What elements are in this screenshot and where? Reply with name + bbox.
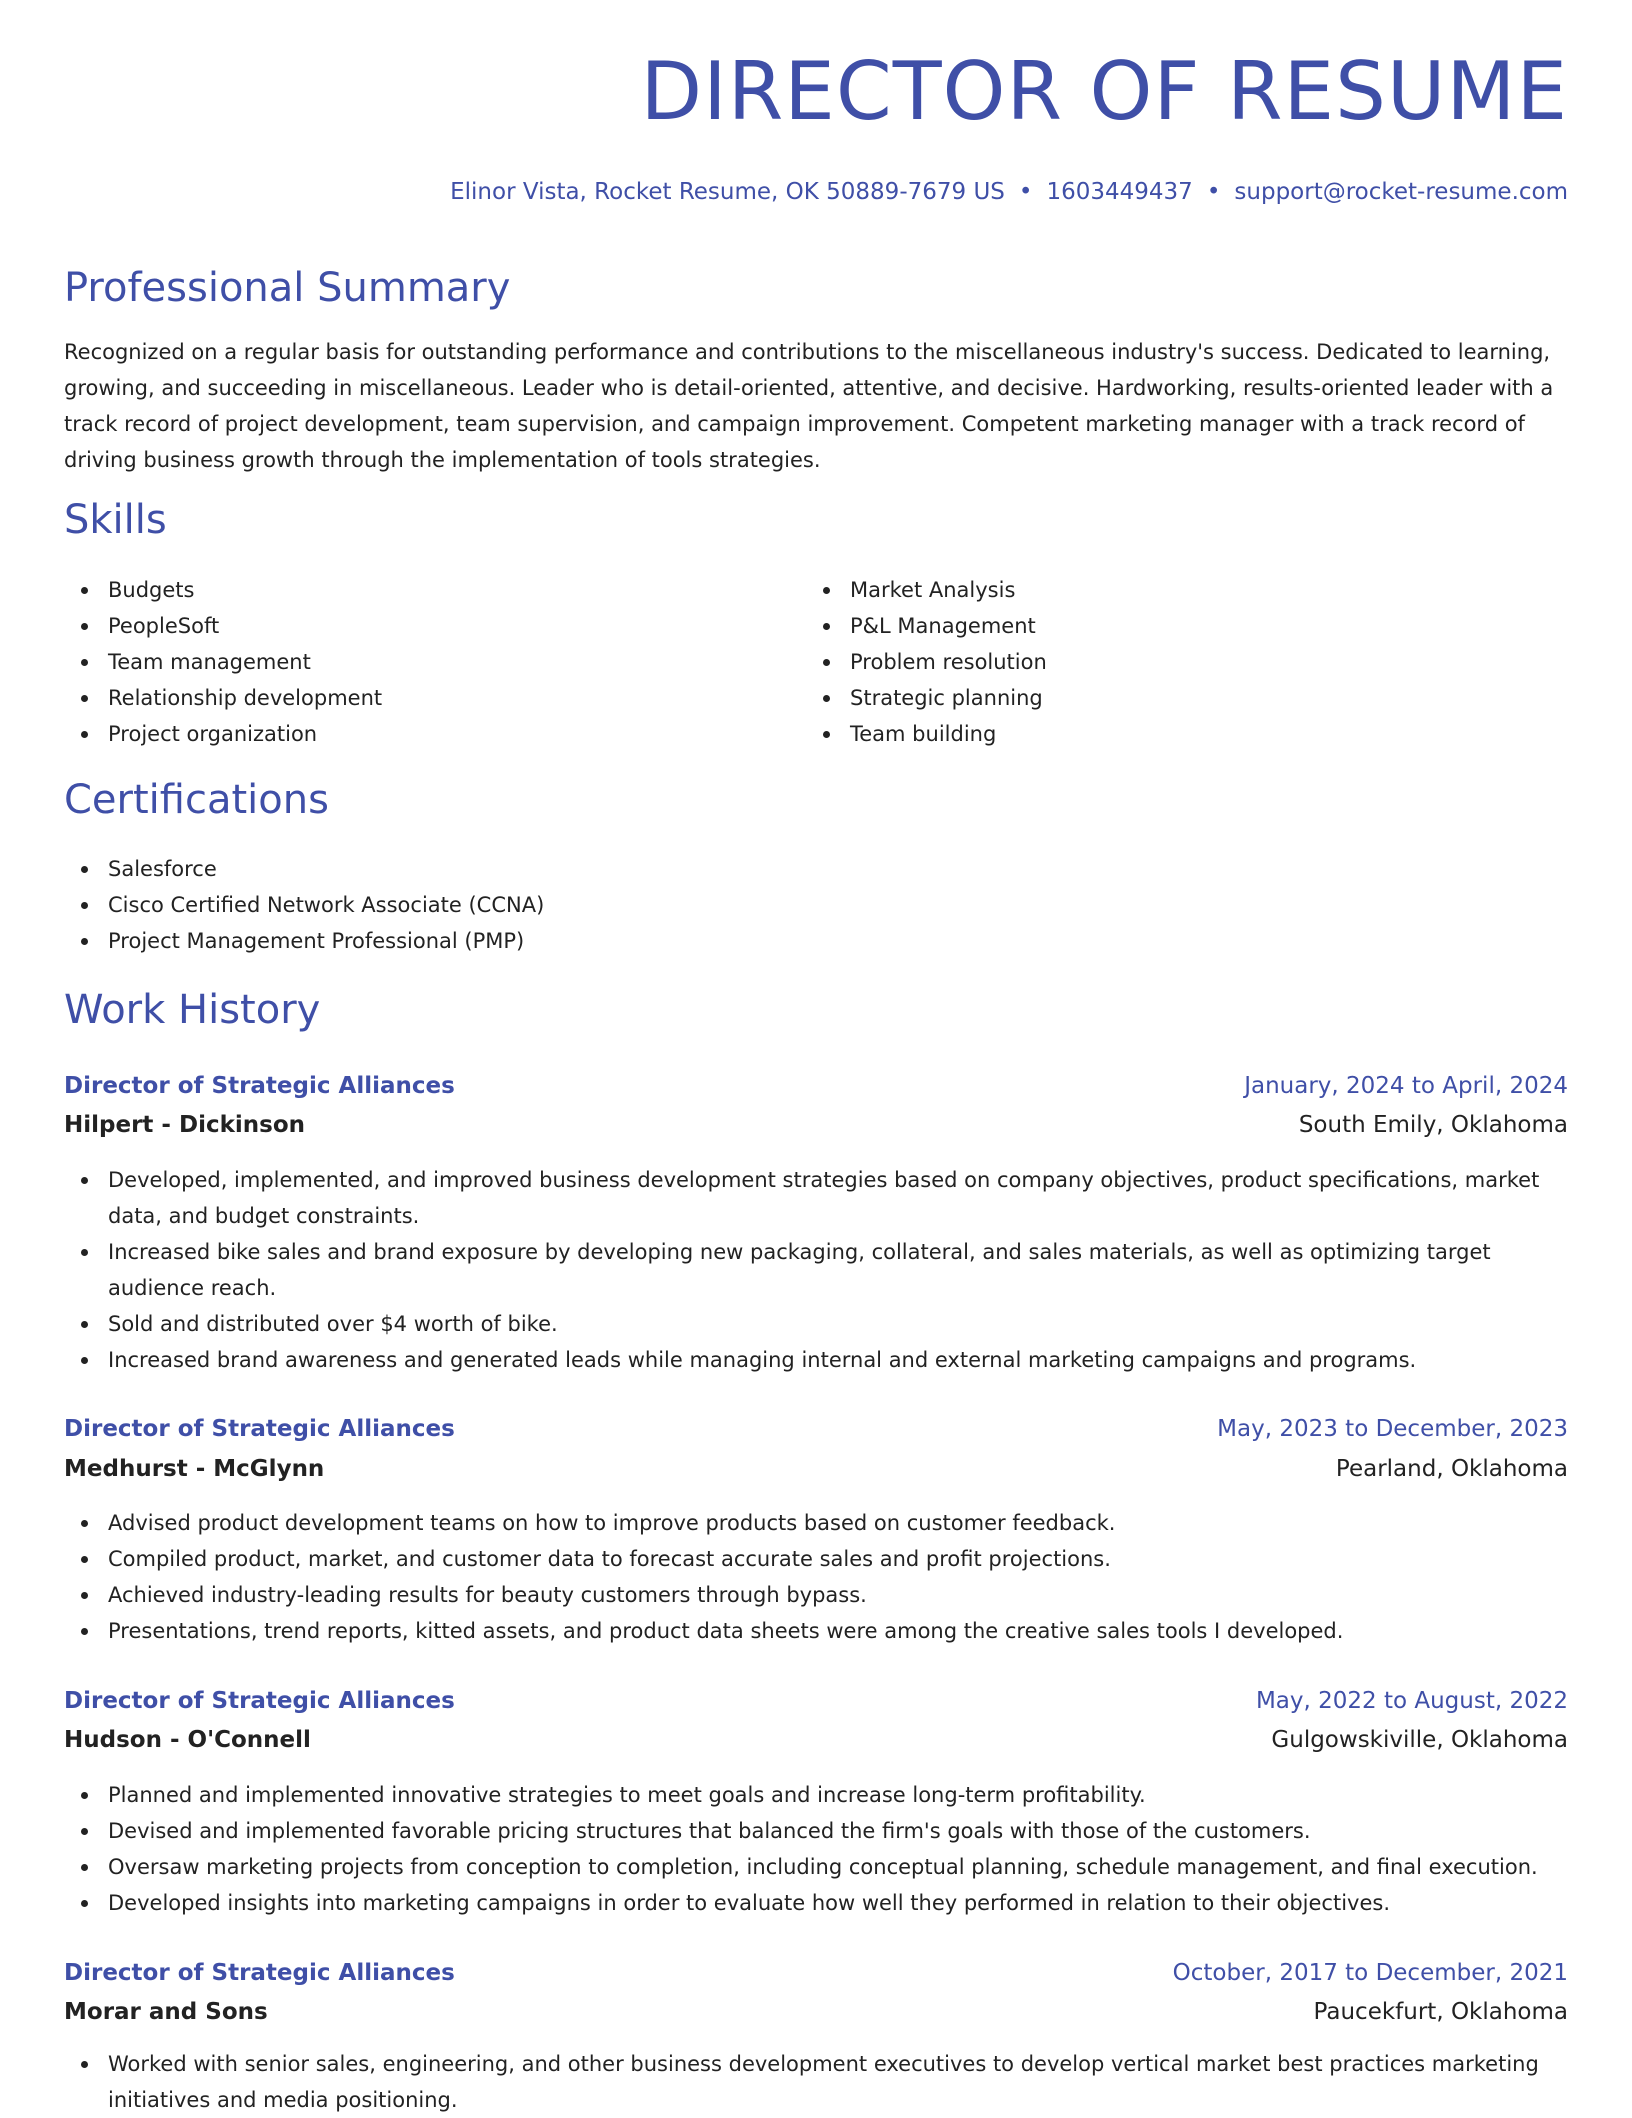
- job-dates: May, 2023 to December, 2023: [1217, 1416, 1568, 1442]
- job-bullet: Planned and implemented innovative strategies to meet goals and increase long-term profitability.: [64, 1777, 1568, 1813]
- job-bullet: Increased bike sales and brand exposure by developing new packaging, collateral, and sales materials, as well as optimizing target audience reach.: [64, 1234, 1568, 1306]
- job-dates: January, 2024 to April, 2024: [1244, 1073, 1568, 1099]
- contact-separator: •: [1018, 179, 1033, 205]
- job-bullet: Devised and implemented favorable pricing structures that balanced the firm's goals with those of the customers.: [64, 1813, 1568, 1849]
- skill-item: Team building: [806, 716, 1526, 752]
- summary-text: Recognized on a regular basis for outstanding performance and contributions to the miscellaneous industry's success. Dedicated to learning, growing, and succeeding in miscellaneous. Leader who is detail-oriented, attentive, and decisive. Hardworking, results-oriented leader with a track record of project development, team supervision, and campaign improvement. Competent marketing manager with a track record of driving business growth through the implementation of tools strategies.: [64, 340, 1554, 472]
- skill-item: Project organization: [64, 716, 784, 752]
- job-location: Gulgowskiville, Oklahoma: [1271, 1727, 1568, 1753]
- contact-separator: •: [1206, 179, 1221, 205]
- certification-item: Cisco Certified Network Associate (CCNA): [64, 887, 1568, 923]
- certification-item: Salesforce: [64, 851, 1568, 887]
- contact-email: support@rocket-resume.com: [1234, 179, 1568, 205]
- skill-item: Team management: [64, 644, 784, 680]
- job-location: Paucekfurt, Oklahoma: [1313, 1999, 1568, 2025]
- resume-title: DIRECTOR OF RESUME: [640, 45, 1568, 138]
- job-location: South Emily, Oklahoma: [1298, 1112, 1568, 1138]
- contact-address: Elinor Vista, Rocket Resume, OK 50889-7679 US: [450, 179, 1005, 205]
- certifications-heading: Certifications: [64, 777, 329, 823]
- work-history-heading: Work History: [64, 987, 321, 1033]
- skill-item: Relationship development: [64, 680, 784, 716]
- job-bullet: Presentations, trend reports, kitted assets, and product data sheets were among the creative sales tools I developed.: [64, 1613, 1568, 1649]
- job-title: Director of Strategic Alliances: [64, 1073, 455, 1099]
- job-bullet: Increased brand awareness and generated leads while managing internal and external marketing campaigns and programs.: [64, 1342, 1568, 1378]
- job-company: Medhurst - McGlynn: [64, 1456, 325, 1482]
- job-bullets: [64, 1162, 1568, 1378]
- job-bullet: Compiled product, market, and customer data to forecast accurate sales and profit projections.: [64, 1541, 1568, 1577]
- skill-item: Strategic planning: [806, 680, 1526, 716]
- summary-heading: Professional Summary: [64, 265, 511, 311]
- job-bullet: Worked with senior sales, engineering, and other business development executives to develop vertical market best practices marketing initiatives and media positioning.: [64, 2046, 1568, 2118]
- job-bullet: Oversaw marketing projects from conception to completion, including conceptual planning, schedule management, and final execution.: [64, 1849, 1568, 1885]
- skill-item: Problem resolution: [806, 644, 1526, 680]
- contact-phone: 1603449437: [1046, 179, 1193, 205]
- job-title: Director of Strategic Alliances: [64, 1688, 455, 1714]
- certification-item: Project Management Professional (PMP): [64, 923, 1568, 959]
- job-title: Director of Strategic Alliances: [64, 1416, 455, 1442]
- job-company: Hudson - O'Connell: [64, 1727, 311, 1753]
- skills-heading: Skills: [64, 497, 167, 543]
- job-bullet: Developed insights into marketing campaigns in order to evaluate how well they performed in relation to their objectives.: [64, 1885, 1568, 1921]
- job-bullet: Sold and distributed over $4 worth of bike.: [64, 1306, 1568, 1342]
- skills-list-left: [64, 572, 784, 752]
- job-dates: May, 2022 to August, 2022: [1255, 1688, 1568, 1714]
- job-company: Hilpert - Dickinson: [64, 1112, 306, 1138]
- skills-list-right: [806, 572, 1526, 752]
- skill-item: Market Analysis: [806, 572, 1526, 608]
- job-bullet: Achieved industry-leading results for beauty customers through bypass.: [64, 1577, 1568, 1613]
- job-dates: October, 2017 to December, 2021: [1172, 1960, 1568, 1986]
- job-title: Director of Strategic Alliances: [64, 1960, 455, 1986]
- skill-item: P&L Management: [806, 608, 1526, 644]
- contact-line: [450, 181, 1568, 204]
- skill-item: Budgets: [64, 572, 784, 608]
- certifications-list: [64, 851, 1568, 959]
- job-bullet: Developed, implemented, and improved business development strategies based on company objectives, product specifications, market data, and budget constraints.: [64, 1162, 1568, 1234]
- skill-item: PeopleSoft: [64, 608, 784, 644]
- job-bullets: [64, 1505, 1568, 1649]
- job-bullets: [64, 1777, 1568, 1921]
- job-location: Pearland, Oklahoma: [1335, 1456, 1568, 1482]
- job-bullets: [64, 2046, 1568, 2118]
- job-bullet: Advised product development teams on how to improve products based on customer feedback.: [64, 1505, 1568, 1541]
- job-company: Morar and Sons: [64, 1999, 268, 2025]
